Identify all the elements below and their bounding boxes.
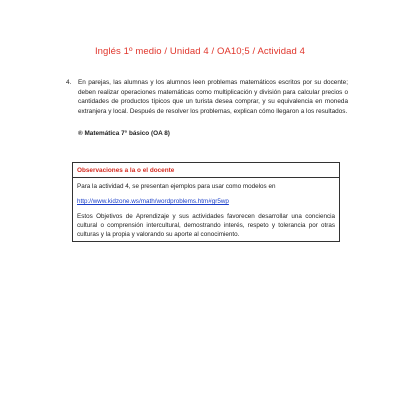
kidzone-link[interactable]: http://www.kidzone.ws/math/wordproblems.htm#gr5wp [77,198,229,205]
notes-intro: Para la actividad 4, se presentan ejemplos para usar como modelos en [77,183,276,190]
teacher-notes-title: Observaciones a la o el docente [77,167,175,174]
cross-reference: ® Matemática 7° básico (OA 8) [78,130,170,137]
teacher-notes-box [72,162,340,242]
activity-number: 4. [66,79,72,86]
page-title: Inglés 1º medio / Unidad 4 / OA10;5 / Actividad 4 [94,46,306,57]
activity-text: En parejas, las alumnas y los alumnos leen problemas matemáticos escritos por su docente; deben realizar operaciones matemáticas como multiplicación y división para calcular precios o cantidades de productos típicos que un turista desea comprar, y su equivalencia en moneda extranjera y local. Después de resolver los problemas, explican cómo llegaron a los resultados. [78,79,348,115]
activity-item [66,78,348,116]
notes-divider [73,177,339,178]
notes-paragraph: Estos Objetivos de Aprendizaje y sus actividades favorecen desarrollar una conciencia cultural o comprensión intercultural, demostrando interés, respeto y tolerancia por otras culturas y la propia y valorando su aporte al conocimiento. [77,213,335,238]
